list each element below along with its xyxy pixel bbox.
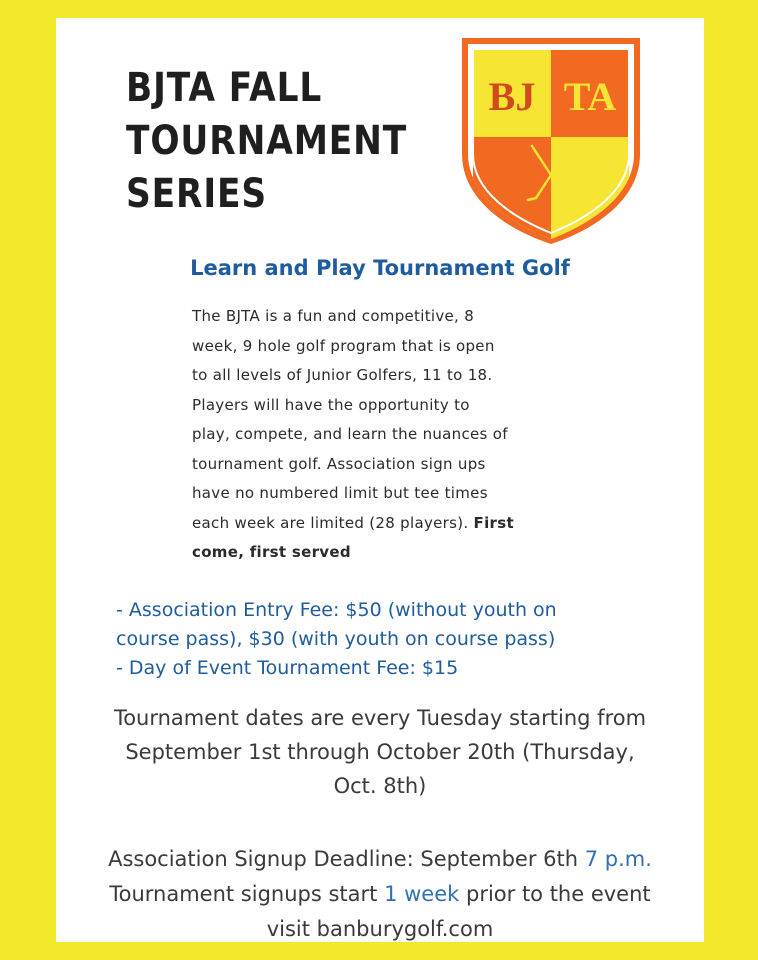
title-line-3: SERIES [126,171,267,217]
fees-list [116,596,636,683]
dates-line-2: September 1st through October 20th (Thursday, [125,740,635,764]
dates-line-3: Oct. 8th) [333,774,427,798]
logo-text-left: BJ [488,74,536,119]
flyer-card [56,18,704,942]
intro-line: tournament golf. Association sign ups [192,454,486,473]
intro-line-text: each week are limited (28 players). [192,513,469,532]
deadline-text: Association Signup Deadline: September 6th [108,847,579,871]
tournament-dates [70,701,690,803]
subtitle: Learn and Play Tournament Golf [190,256,570,280]
intro-line: play, compete, and learn the nuances of [192,425,508,443]
dates-line-1: Tournament dates are every Tuesday starting from [113,706,647,730]
bjta-logo [460,36,642,244]
fee-entry-line-2: course pass), $30 (with youth on course pass) [116,628,556,650]
fee-day-of-event: - Day of Event Tournament Fee: $15 [116,657,459,679]
intro-line [192,538,592,568]
title-line-1: BJTA FALL [126,65,323,111]
signup-deadline [56,842,704,877]
intro-line [192,509,592,539]
website-link[interactable]: visit banburygolf.com [266,917,494,941]
start-text: Tournament signups start [109,882,378,906]
first-served-emphasis: come, first served [192,543,351,561]
intro-line: week, 9 hole golf program that is open [192,336,495,355]
bjta-shield-icon [460,36,642,244]
intro-paragraph [192,302,592,568]
intro-line: Players will have the opportunity to [192,395,470,414]
logo-text-right: TA [563,74,617,119]
start-highlight: 1 week [384,882,460,906]
intro-line: The BJTA is a fun and competitive, 8 [192,307,475,325]
start-suffix: prior to the event [465,882,651,906]
signup-info [56,842,704,947]
deadline-time: 7 p.m. [584,847,652,871]
fee-entry-line-1: - Association Entry Fee: $50 (without youth on [116,599,557,621]
first-come-emphasis: First [473,513,514,532]
intro-line: have no numbered limit but tee times [192,484,488,502]
page-title [126,62,407,221]
title-line-2: TOURNAMENT [126,118,408,164]
signup-start [56,877,704,912]
intro-line: to all levels of Junior Golfers, 11 to 18. [192,366,493,384]
